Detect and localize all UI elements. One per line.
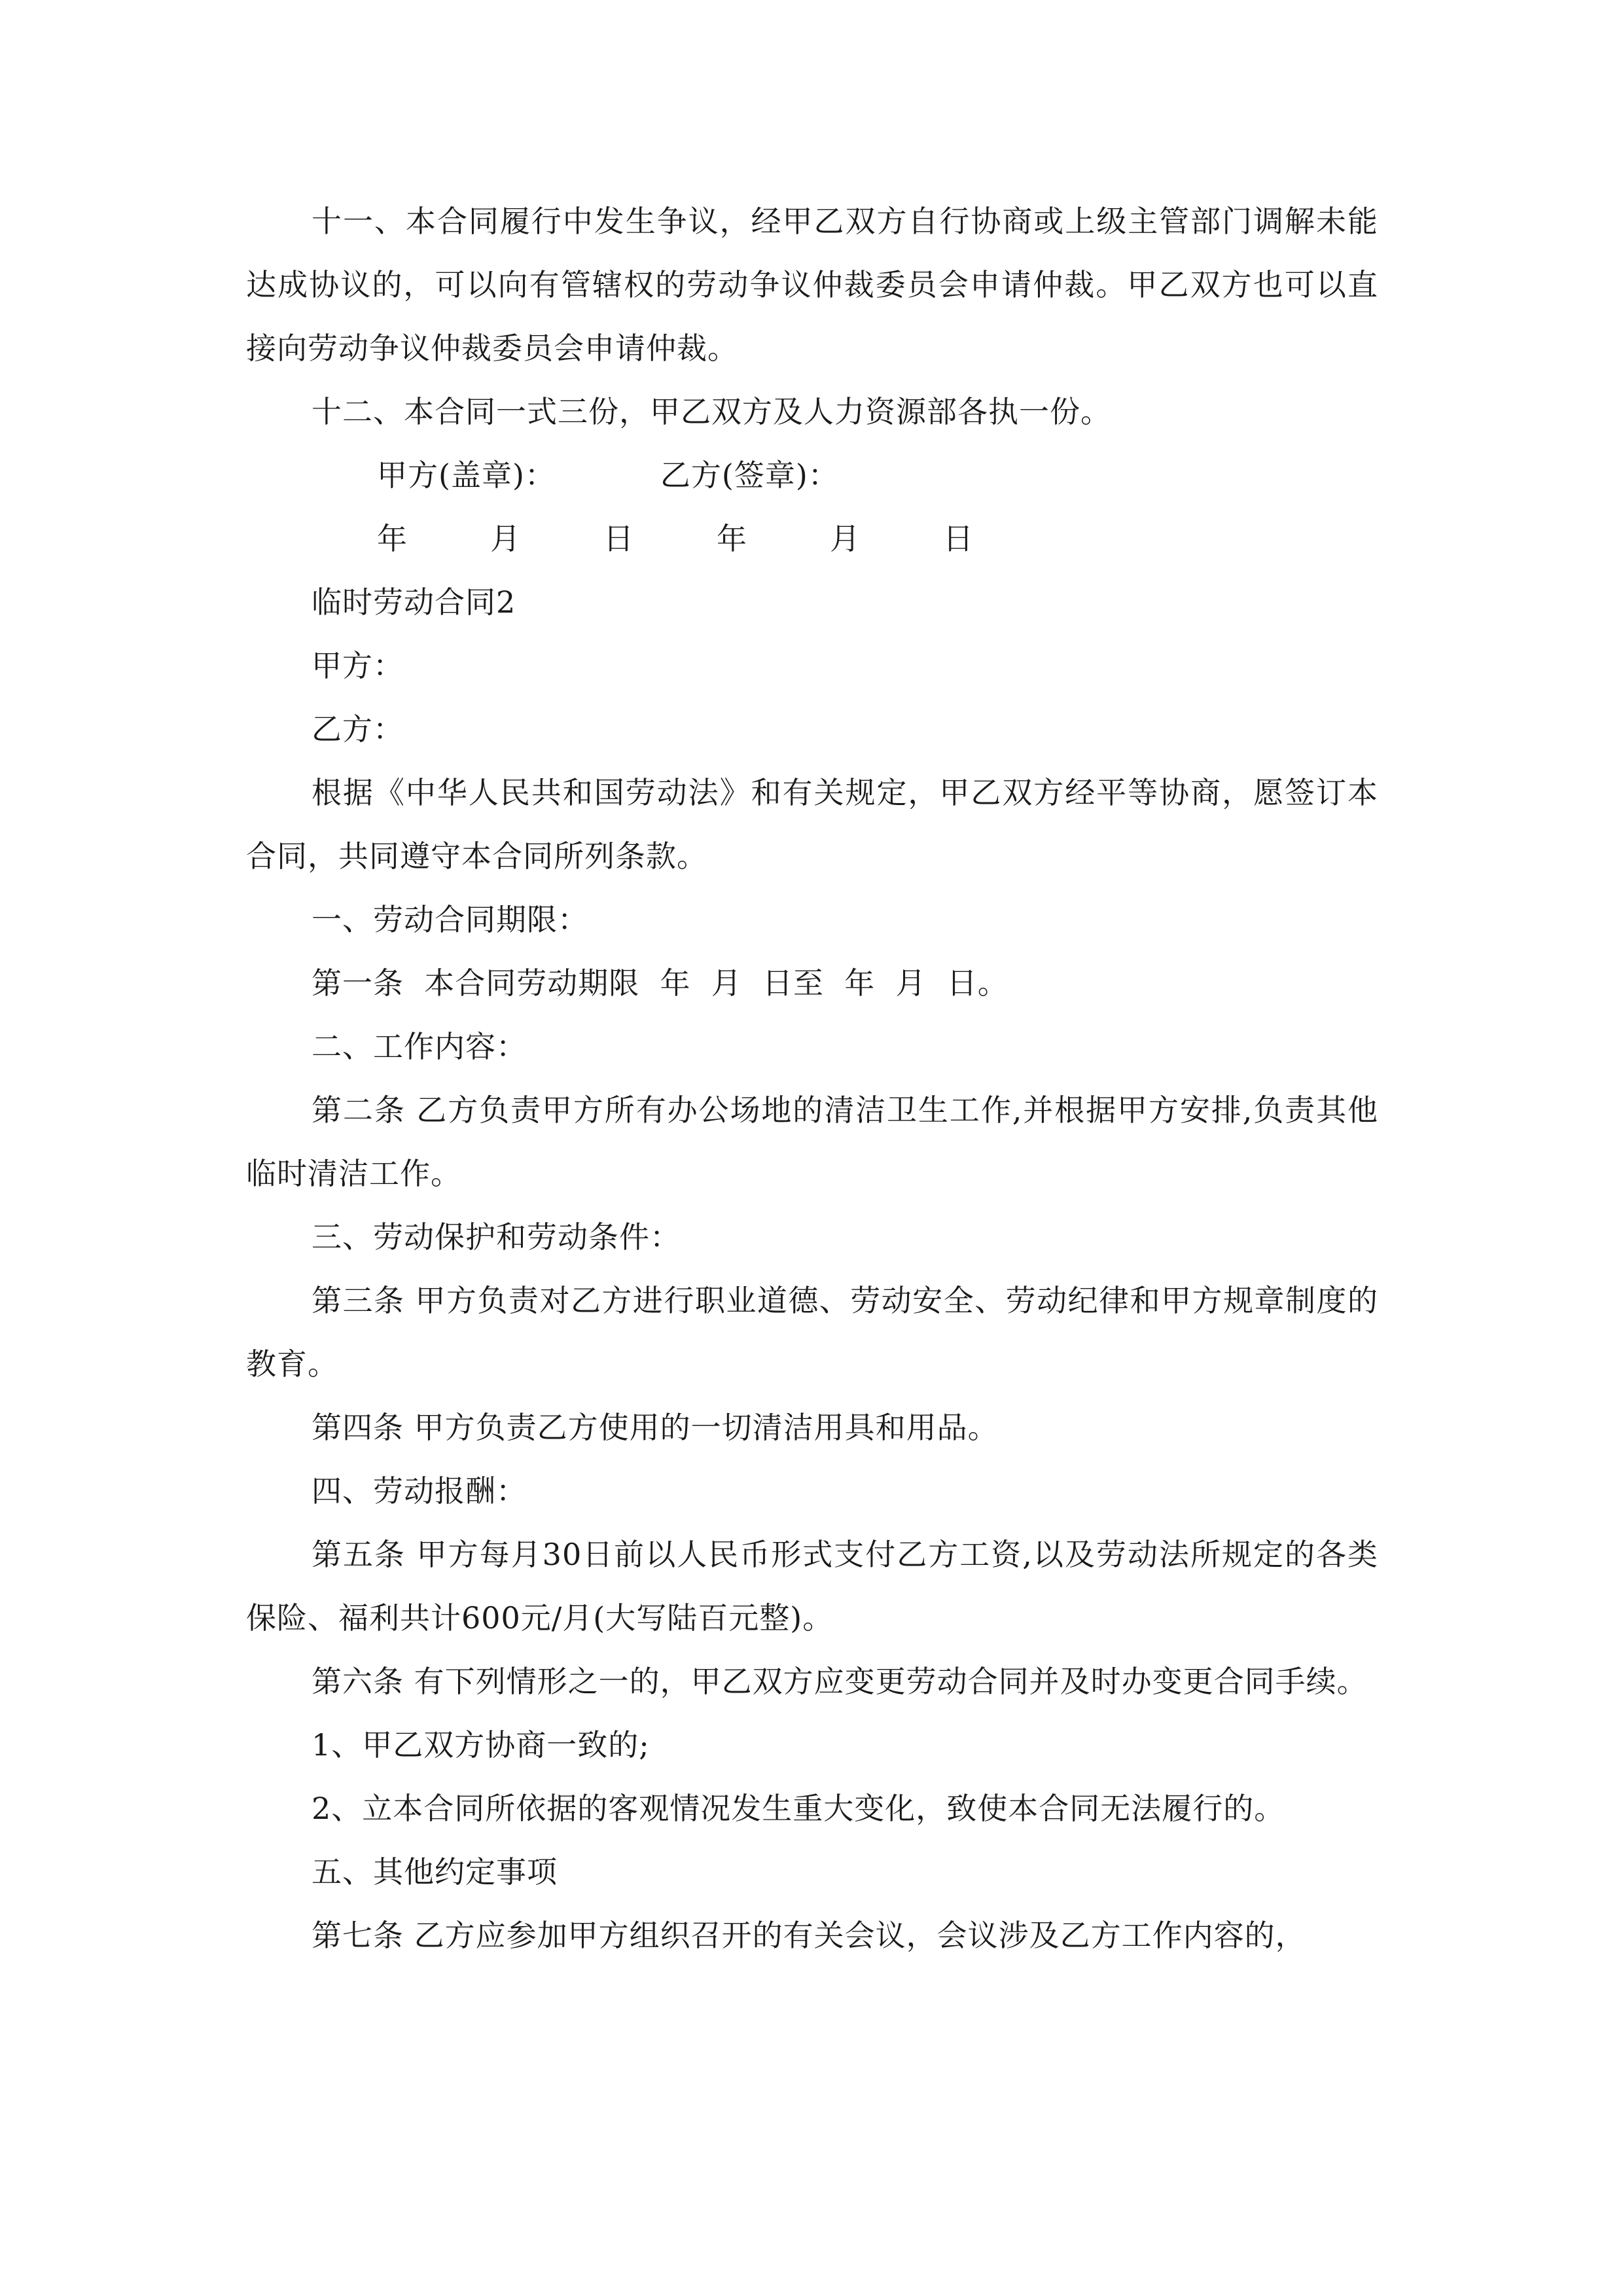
contract2-party-b: 乙方： (312, 711, 404, 747)
signature-line (246, 444, 1378, 507)
list-item: 1、甲乙双方协商一致的; (312, 1727, 650, 1763)
party-a-seal-label: 甲方(盖章)： (377, 457, 556, 493)
article-6: 第六条 有下列情形之一的，甲乙双方应变更劳动合同并及时办变更合同手续。 (312, 1664, 1368, 1699)
article-2: 第二条 乙方负责甲方所有办公场地的清洁卫生工作,并根据甲方安排,负责其他临时清洁工作。 (246, 1092, 1378, 1191)
section-5-heading: 五、其他约定事项 (312, 1854, 558, 1890)
article-3: 第三条 甲方负责对乙方进行职业道德、劳动安全、劳动纪律和甲方规章制度的教育。 (246, 1283, 1378, 1382)
contract2-party-a: 甲方： (312, 648, 404, 683)
section-4-heading: 四、劳动报酬： (312, 1473, 527, 1509)
article-7: 第七条 乙方应参加甲方组织召开的有关会议，会议涉及乙方工作内容的， (312, 1918, 1306, 1953)
section-1-heading: 一、劳动合同期限： (312, 902, 588, 937)
list-item: 2、立本合同所依据的客观情况发生重大变化，致使本合同无法履行的。 (312, 1791, 1285, 1826)
article-4: 第四条 甲方负责乙方使用的一切清洁用具和用品。 (312, 1410, 999, 1445)
year-label: 年 (377, 521, 408, 556)
year-label: 年 (717, 521, 747, 556)
article-1: 第一条 本合同劳动期限 年 月 日至 年 月 日。 (312, 965, 1008, 1001)
article-5: 第五条 甲方每月30日前以人民币形式支付乙方工资,以及劳动法所规定的各类保险、福利共计600元/月(大写陆百元整)。 (246, 1537, 1378, 1636)
section-2-heading: 二、工作内容： (312, 1029, 527, 1064)
party-b-sign-label: 乙方(签章)： (660, 457, 839, 493)
clause-12: 十二、本合同一式三份，甲乙双方及人力资源部各执一份。 (312, 394, 1111, 429)
clause-11: 十一、本合同履行中发生争议，经甲乙双方自行协商或上级主管部门调解未能达成协议的，可以向有管辖权的劳动争议仲裁委员会申请仲裁。甲乙双方也可以直接向劳动争议仲裁委员会申请仲裁。 (246, 204, 1378, 366)
contract2-title: 临时劳动合同2 (312, 584, 516, 620)
day-label: 日 (603, 521, 634, 556)
month-label: 月 (490, 521, 521, 556)
day-label: 日 (943, 521, 974, 556)
document-body (246, 190, 1378, 1967)
contract2-preamble: 根据《中华人民共和国劳动法》和有关规定，甲乙双方经平等协商，愿签订本合同，共同遵守本合同所列条款。 (246, 775, 1378, 874)
section-3-heading: 三、劳动保护和劳动条件： (312, 1219, 681, 1255)
month-label: 月 (830, 521, 861, 556)
date-line (246, 507, 1378, 571)
